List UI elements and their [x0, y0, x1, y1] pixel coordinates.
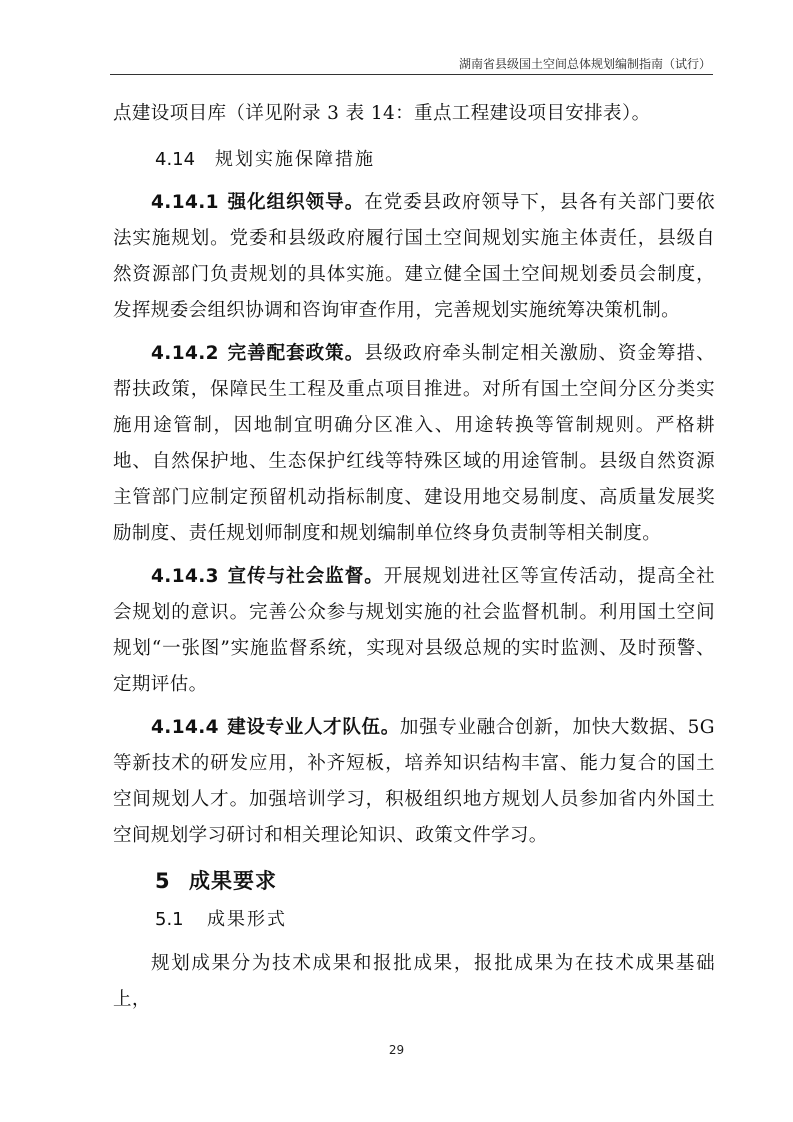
running-header: 湖南省县级国土空间总体规划编制指南（试行） — [458, 57, 711, 71]
item-text: 开展规划进社区等宣传活动，提高全社会规划的意识。完善公众参与规划实施的社会监督机制。利用国土空间规划“一张图”实施监督系统，实现对县级总规的实时监测、及时预警、定期评估。 — [113, 566, 715, 695]
item-lead: 完善配套政策。 — [226, 343, 365, 364]
item-lead: 宣传与社会监督。 — [226, 566, 384, 587]
item-number: 4.14.1 — [151, 192, 219, 213]
page-number: 29 — [388, 1043, 405, 1057]
item-lead: 强化组织领导。 — [226, 192, 365, 213]
chapter-heading-5 — [113, 866, 715, 896]
section-heading-5-1 — [113, 906, 715, 934]
item-lead: 建设专业人才队伍。 — [226, 717, 400, 738]
chapter-number: 5 — [155, 869, 171, 893]
item-paragraph-4-14-2 — [113, 336, 715, 552]
item-number: 4.14.3 — [151, 566, 219, 587]
page-body — [113, 96, 715, 1018]
header-rule — [110, 74, 713, 75]
chapter-title: 成果要求 — [189, 869, 277, 893]
item-paragraph-4-14-3 — [113, 559, 715, 703]
closing-paragraph: 规划成果分为技术成果和报批成果，报批成果为在技术成果基础上， — [113, 953, 715, 1010]
item-paragraph-4-14-4 — [113, 710, 715, 854]
item-number: 4.14.4 — [151, 717, 219, 738]
item-text: 加强专业融合创新，加快大数据、5G 等新技术的研发应用，补齐短板，培养知识结构丰富、能力复合的国土空间规划人才。加强培训学习，积极组织地方规划人员参加省内外国土空间规划学习研讨和相关理论知识、政策文件学习。 — [113, 717, 715, 846]
section-title: 规划实施保障措施 — [215, 149, 375, 170]
item-text: 在党委县政府领导下，县各有关部门要依法实施规划。党委和县级政府履行国土空间规划实施主体责任，县级自然资源部门负责规划的具体实施。建立健全国土空间规划委员会制度，发挥规委会组织协调和咨询审查作用，完善规划实施统筹决策机制。 — [113, 192, 715, 321]
continuation-paragraph: 点建设项目库（详见附录 3 表 14：重点工程建设项目安排表）。 — [113, 103, 651, 124]
section-number: 5.1 — [155, 909, 184, 930]
item-number: 4.14.2 — [151, 343, 219, 364]
section-title: 成果形式 — [207, 909, 287, 930]
section-heading-4-14 — [113, 146, 715, 174]
item-text: 县级政府牵头制定相关激励、资金筹措、帮扶政策，保障民生工程及重点项目推进。对所有国土空间分区分类实施用途管制，因地制宜明确分区准入、用途转换等管制规则。严格耕地、自然保护地、生态保护红线等特殊区域的用途管制。县级自然资源主管部门应制定预留机动指标制度、建设用地交易制度、高质量发展奖励制度、责任规划师制度和规划编制单位终身负责制等相关制度。 — [113, 343, 715, 544]
section-number: 4.14 — [155, 149, 196, 170]
item-paragraph-4-14-1 — [113, 185, 715, 329]
